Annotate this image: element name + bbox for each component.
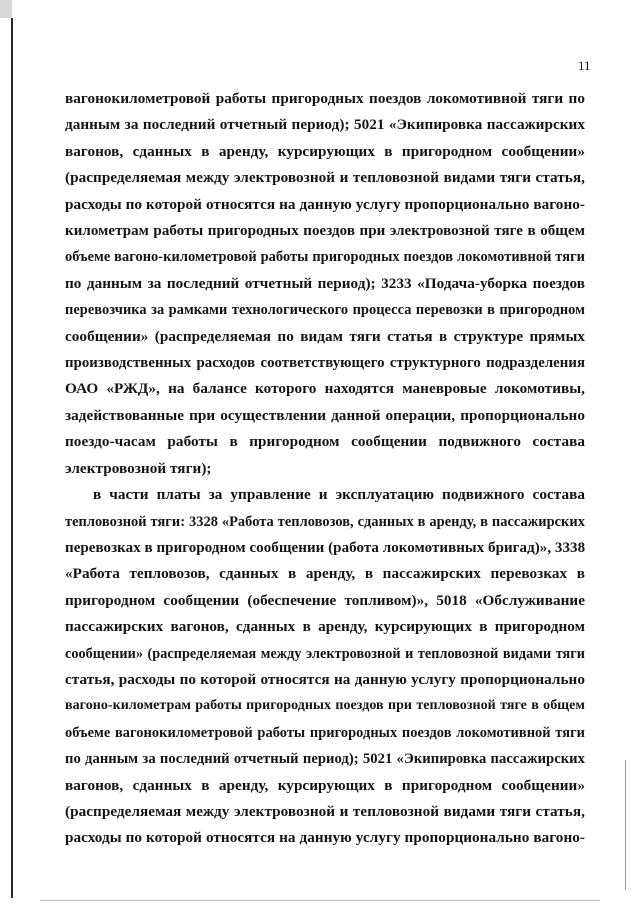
text-line: километрам работы пригородных поездов при электровозной тяге в общем: [65, 223, 585, 240]
text-line: в части платы за управление и эксплуатацию подвижного состава: [93, 486, 585, 504]
text-line: «Работа тепловозов, сданных в аренду, в пассажирских перевозках в: [65, 565, 585, 583]
text-line: электровозной тяги);: [65, 459, 212, 477]
text-line: пригородном сообщении (обеспечение топливом)», 5018 «Обслуживание: [65, 591, 585, 609]
text-line: вагоно-километрам работы пригородных поездов при тепловозной тяге в общем: [65, 698, 585, 714]
text-line: по данным за последний отчетный период); 5021 «Экипировка пассажирских: [65, 751, 585, 768]
text-line: тепловозной тяги: 3328 «Работа тепловозов, сданных в аренду, в пассажирских: [65, 513, 585, 530]
text-line: задействованные при осуществлении данной операции, пропорционально: [65, 406, 585, 424]
text-line: объеме вагонокилометровой работы пригородных поездов локомотивной тяги: [65, 724, 585, 741]
text-line: (распределяемая между электровозной и тепловозной видами тяги статья,: [65, 169, 585, 187]
text-line: расходы по которой относятся на данную услугу пропорционально вагоно-: [65, 195, 585, 213]
text-line: по данным за последний отчетный период); 3233 «Подача-уборка поездов: [65, 274, 585, 292]
text-line: сообщении» (распределяемая по видам тяги статья в структуре прямых: [65, 327, 585, 345]
scan-edge-right: [625, 760, 626, 890]
text-line: сообщении» (распределяемая между электровозной и тепловозной видами тяги: [65, 645, 585, 662]
text-line: расходы по которой относятся на данную услугу пропорционально вагоно-: [65, 829, 585, 847]
scan-edge-top: [0, 0, 12, 18]
text-line: перевозках в пригородном сообщении (работа локомотивных бригад)», 3338: [65, 539, 586, 556]
text-line: объеме вагоно-километровой работы пригородных поездов локомотивной тяги: [65, 249, 585, 266]
text-line: поездо-часам работы в пригородном сообщении подвижного состава: [65, 433, 585, 451]
paragraph-2: [65, 482, 585, 852]
text-line: производственных расходов соответствующего структурного подразделения: [65, 355, 585, 372]
text-line: перевозчика за рамками технологического процесса перевозки в пригородном: [65, 302, 585, 319]
text-line: вагонокилометровой работы пригородных поездов локомотивной тяги по: [65, 90, 585, 107]
text-line: (распределяемая между электровозной и тепловозной видами тяги статья,: [65, 802, 585, 820]
text-line: вагонов, сданных в аренду, курсирующих в пригородном сообщении»: [65, 142, 585, 160]
text-line: статья, расходы по которой относятся на данную услугу пропорционально: [65, 670, 585, 688]
scan-edge-left: [11, 18, 13, 898]
scan-edge-bottom: [40, 900, 600, 901]
text-line: ОАО «РЖД», на балансе которого находятся маневровые локомотивы,: [65, 380, 585, 398]
paragraph-1: [65, 86, 585, 482]
document-body: [65, 86, 585, 852]
text-line: вагонов, сданных в аренду, курсирующих в пригородном сообщении»: [65, 776, 585, 794]
text-line: данным за последний отчетный период); 5021 «Экипировка пассажирских: [65, 116, 585, 134]
page-number: 11: [578, 58, 591, 73]
text-line: пассажирских вагонов, сданных в аренду, курсирующих в пригородном: [65, 618, 585, 636]
